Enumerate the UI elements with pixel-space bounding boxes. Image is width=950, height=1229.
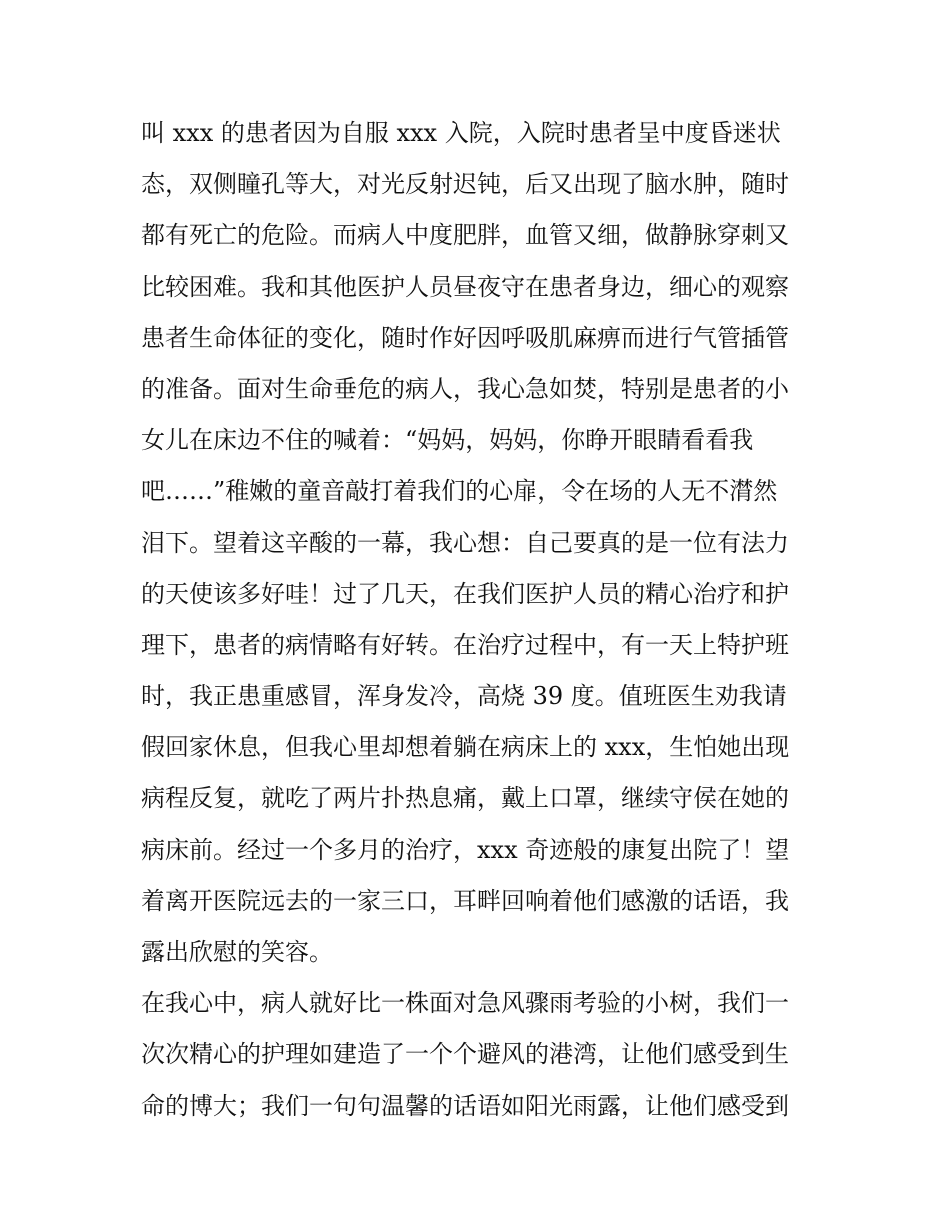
text-line: 命的博大；我们一句句温馨的话语如阳光雨露，让他们感受到: [141, 1091, 789, 1120]
text-line: 泪下。望着这辛酸的一幕，我心想：自己要真的是一位有法力: [141, 528, 789, 557]
text-line: 吧……”稚嫩的童音敲打着我们的心扉，令在场的人无不潸然: [141, 477, 778, 506]
text-line: 态，双侧瞳孔等大，对光反射迟钝，后又出现了脑水肿，随时: [141, 170, 789, 199]
body-text: [141, 108, 831, 1132]
text-line: 都有死亡的危险。而病人中度肥胖，血管又细，做静脉穿刺又: [141, 221, 789, 250]
text-line: 女儿在床边不住的喊着：“妈妈，妈妈，你睁开眼睛看看我: [141, 426, 754, 455]
text-line: 患者生命体征的变化，随时作好因呼吸肌麻痹而进行气管插管: [141, 323, 789, 352]
text-line: 在我心中，病人就好比一株面对急风骤雨考验的小树，我们一: [141, 989, 789, 1018]
text-line: 理下，患者的病情略有好转。在治疗过程中，有一天上特护班: [141, 630, 789, 659]
text-line: 的天使该多好哇！过了几天，在我们医护人员的精心治疗和护: [141, 579, 789, 608]
text-line: 假回家休息，但我心里却想着躺在病床上的 xxx，生怕她出现: [141, 733, 790, 762]
text-line: 的准备。面对生命垂危的病人，我心急如焚，特别是患者的小: [141, 374, 789, 403]
text-line: 病程反复，就吃了两片扑热息痛，戴上口罩，继续守侯在她的: [141, 784, 789, 813]
text-line: 次次精心的护理如建造了一个个避风的港湾，让他们感受到生: [141, 1040, 789, 1069]
text-line: 露出欣慰的笑容。: [141, 938, 333, 966]
text-line: 时，我正患重感冒，浑身发冷，高烧 39 度。值班医生劝我请: [141, 682, 787, 711]
text-line: 比较困难。我和其他医护人员昼夜守在患者身边，细心的观察: [141, 272, 789, 301]
text-line: 病床前。经过一个多月的治疗，xxx 奇迹般的康复出院了！望: [141, 835, 790, 864]
text-line: 叫 xxx 的患者因为自服 xxx 入院，入院时患者呈中度昏迷状: [141, 119, 781, 147]
text-line: 着离开医院远去的一家三口，耳畔回响着他们感激的话语，我: [141, 886, 789, 915]
